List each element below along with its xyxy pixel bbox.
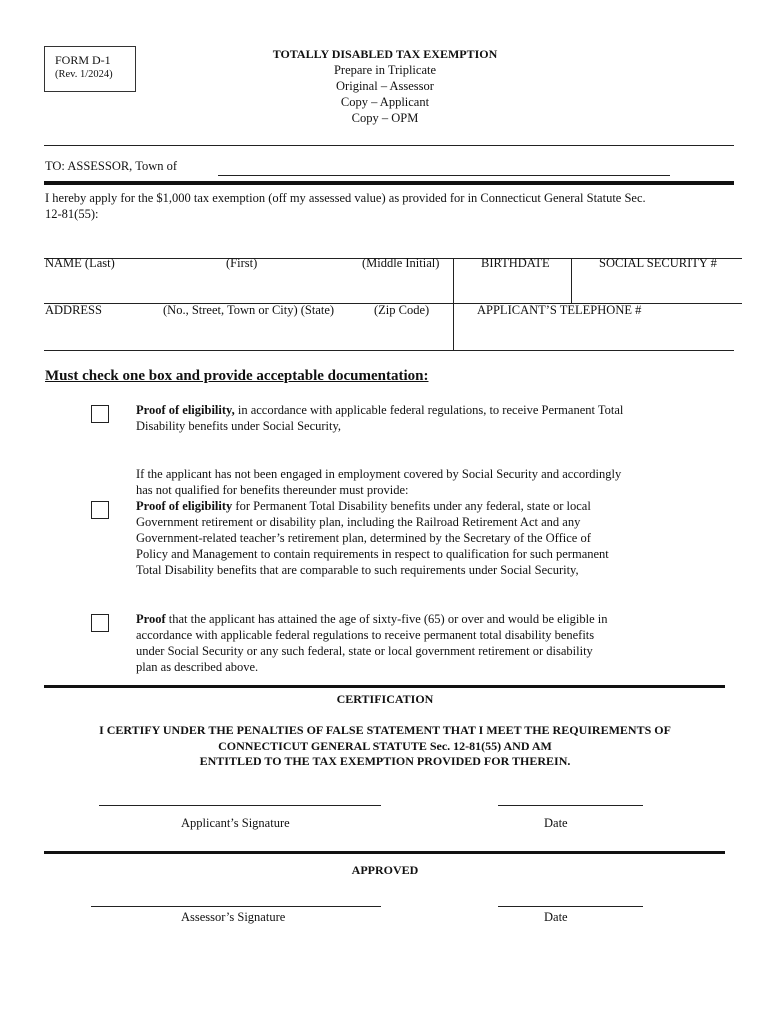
- grid-divider-main: [453, 258, 454, 350]
- name-last-field[interactable]: NAME (Last): [45, 256, 115, 270]
- assessor-date-label: Date: [544, 910, 568, 924]
- zip-code-label: (Zip Code): [374, 303, 430, 317]
- option-2-pre-2: has not qualified for benefits thereunder must provide:: [136, 483, 409, 497]
- name-first-label: (First): [226, 256, 258, 270]
- header-line-3: Copy – Applicant: [340, 95, 430, 109]
- assessor-date-line[interactable]: [498, 906, 643, 907]
- to-assessor-label: TO: ASSESSOR, Town of: [45, 159, 178, 173]
- documentation-instruction: Must check one box and provide acceptable documentation:: [45, 368, 429, 384]
- grid-line-bottom: [44, 350, 734, 351]
- middle-initial-label: (Middle Initial): [362, 256, 440, 270]
- option-2-line-1: for Permanent Total Disability benefits under any federal, state or local: [232, 499, 591, 513]
- option-1-bold: Proof of eligibility,: [136, 403, 235, 417]
- thick-divider-approved: [44, 851, 725, 854]
- form-id: FORM D-1: [55, 53, 111, 67]
- form-revision: (Rev. 1/2024): [55, 69, 113, 80]
- assessor-signature-line[interactable]: [91, 906, 381, 907]
- certification-line-1: I CERTIFY UNDER THE PENALTIES OF FALSE STATEMENT THAT I MEET THE REQUIREMENTS OF: [99, 723, 671, 737]
- option-2-bold: Proof of eligibility: [136, 499, 233, 513]
- eligibility-checkbox-2[interactable]: [91, 501, 109, 519]
- option-1-text: [136, 402, 696, 434]
- street-state-label: (No., Street, Town or City) (State): [163, 303, 335, 317]
- applicant-date-label: Date: [544, 816, 568, 830]
- header-divider: [44, 145, 734, 146]
- form-title: TOTALLY DISABLED TAX EXEMPTION: [272, 47, 498, 61]
- option-1-line-1: in accordance with applicable federal regulations, to receive Permanent Total: [234, 403, 624, 417]
- approved-heading: APPROVED: [351, 863, 419, 877]
- option-2-text: [136, 466, 696, 578]
- intro-line-2: 12-81(55):: [45, 207, 99, 221]
- eligibility-checkbox-3[interactable]: [91, 614, 109, 632]
- telephone-field[interactable]: APPLICANT’S TELEPHONE #: [477, 303, 642, 317]
- grid-divider-ssn: [571, 258, 572, 303]
- option-2-line-2: Government retirement or disability plan, including the Railroad Retirement Act and any: [136, 515, 581, 529]
- option-2-pre-1: If the applicant has not been engaged in employment covered by Social Security and accordingly: [136, 467, 622, 481]
- certification-line-2: CONNECTICUT GENERAL STATUTE Sec. 12-81(55) AND AM: [218, 739, 552, 753]
- option-2-line-3: Government-related teacher’s retirement plan, determined by the Secretary of the Office of: [136, 531, 591, 545]
- option-1-line-2: Disability benefits under Social Security,: [136, 419, 342, 433]
- assessor-signature-label: Assessor’s Signature: [181, 910, 286, 924]
- eligibility-checkbox-1[interactable]: [91, 405, 109, 423]
- header-line-2: Original – Assessor: [336, 79, 434, 93]
- option-3-line-2: accordance with applicable federal regulations to receive permanent total disability benefits: [136, 628, 595, 642]
- applicant-signature-line[interactable]: [99, 805, 381, 806]
- town-input-line[interactable]: [218, 175, 670, 176]
- option-3-bold: Proof: [136, 612, 166, 626]
- certification-line-3: ENTITLED TO THE TAX EXEMPTION PROVIDED FOR THEREIN.: [199, 754, 571, 768]
- option-3-text: [136, 611, 696, 675]
- thick-divider-certification: [44, 685, 725, 688]
- applicant-signature-label: Applicant’s Signature: [181, 816, 290, 830]
- option-2-line-5: Total Disability benefits that are comparable to such requirements under Social Security,: [136, 563, 579, 577]
- ssn-field[interactable]: SOCIAL SECURITY #: [599, 256, 717, 270]
- option-2-line-4: Policy and Management to contain requirements in respect to qualification for such permanent: [136, 547, 609, 561]
- option-3-line-3: under Social Security or any such federal, state or local government retirement or disability: [136, 644, 593, 658]
- thick-divider-top: [44, 181, 734, 185]
- form-id-box: [44, 46, 136, 92]
- address-field[interactable]: ADDRESS: [45, 303, 102, 317]
- intro-line-1: I hereby apply for the $1,000 tax exemption (off my assessed value) as provided for in Connecticut General Statute Sec.: [45, 191, 646, 205]
- header-line-4: Copy – OPM: [351, 111, 419, 125]
- option-3-line-1: that the applicant has attained the age of sixty-five (65) or over and would be eligible in: [165, 612, 608, 626]
- option-3-line-4: plan as described above.: [136, 660, 259, 674]
- form-header: [170, 46, 600, 126]
- header-line-1: Prepare in Triplicate: [333, 63, 437, 77]
- applicant-date-line[interactable]: [498, 805, 643, 806]
- birthdate-field[interactable]: BIRTHDATE: [481, 256, 550, 270]
- certification-heading: CERTIFICATION: [336, 692, 434, 706]
